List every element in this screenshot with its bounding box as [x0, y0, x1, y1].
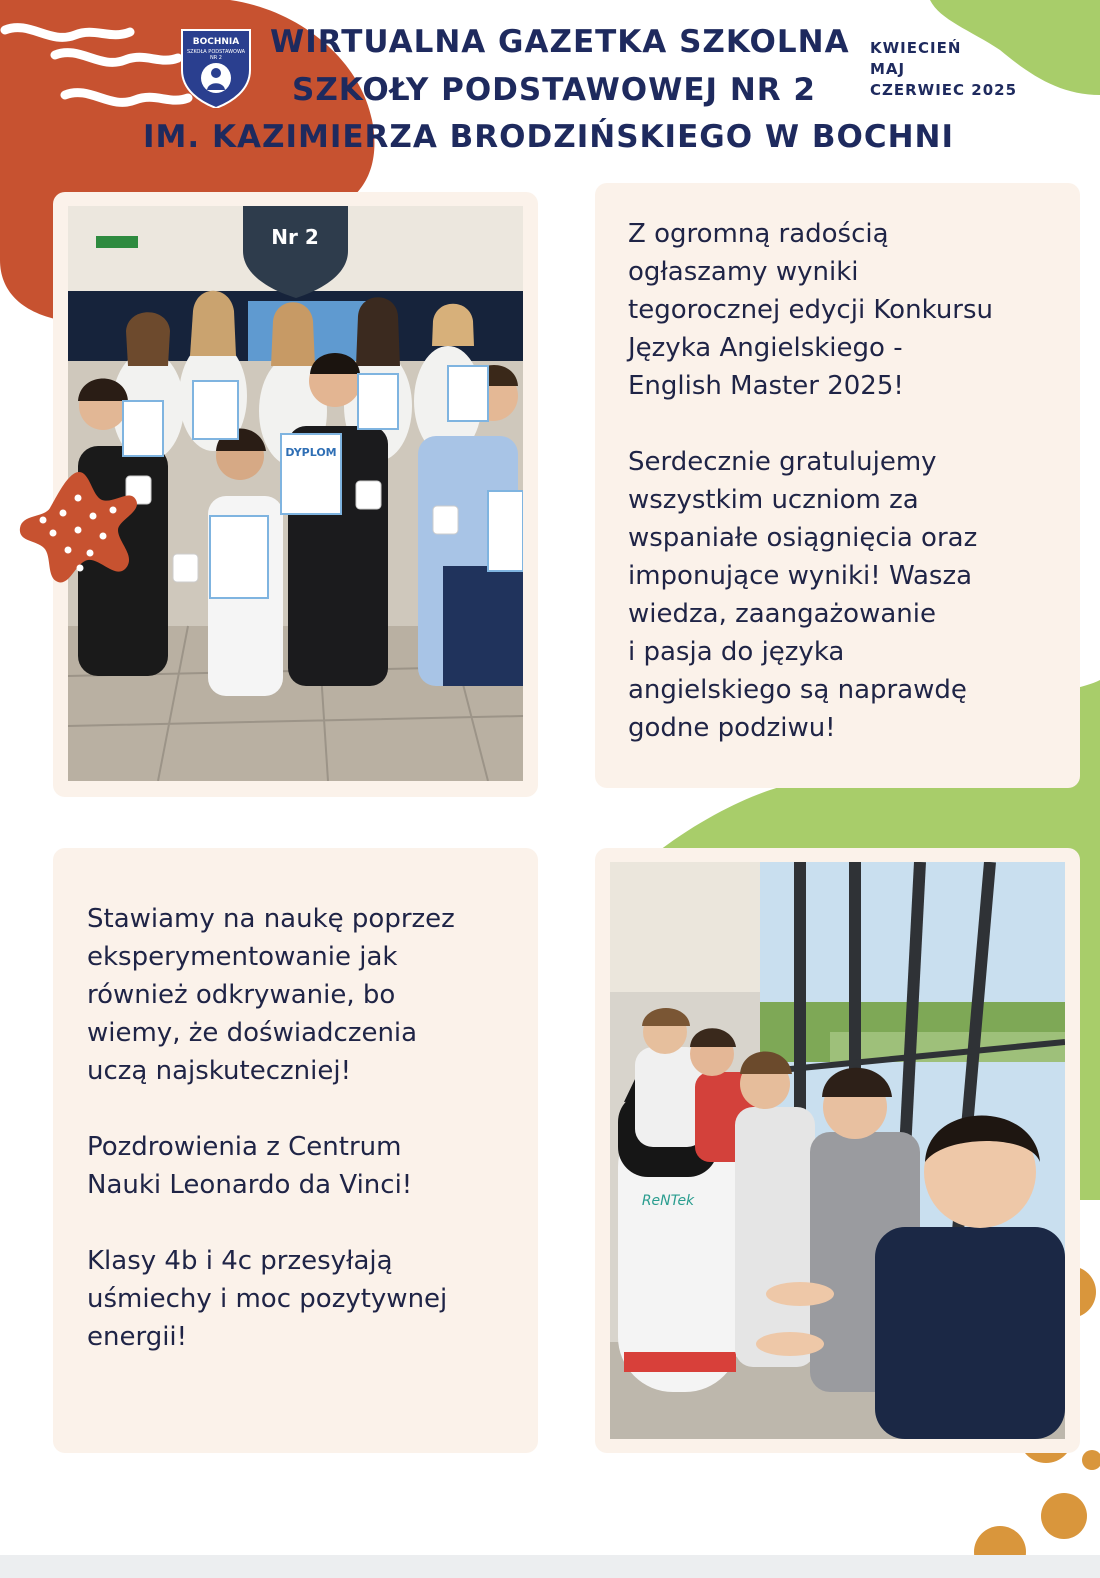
- month-june-year: CZERWIEC 2025: [870, 81, 1018, 99]
- diploma-label: DYPLOM: [285, 446, 337, 459]
- svg-text:SZKOŁA PODSTAWOWA: SZKOŁA PODSTAWOWA: [186, 49, 246, 55]
- month-may: MAJ: [870, 60, 906, 78]
- svg-text:BOCHNIA: BOCHNIA: [192, 37, 240, 47]
- title-line-3: IM. KAZIMIERZA BRODZIŃSKIEGO W BOCHNI: [143, 119, 955, 155]
- english-master-text: Z ogromną radością ogłaszamy wyniki tegorocznej edycji Konkursu Języka Angielskiego - English Master 2025! Serdecznie gratulujemy wszystkim uczniom za wspaniałe osiągnięcia oraz imponujące wyniki! Wasza wiedza, zaangażowanie i pasja do języka angielskiego są naprawdę godne podziwu!: [628, 219, 994, 743]
- school-sign-text: Nr 2: [271, 225, 319, 249]
- science-centre-text: Stawiamy na naukę poprzez eksperymentowanie jak również odkrywanie, bo wiemy, że doświadczenia uczą najskuteczniej! Pozdrowienia z Centrum Nauki Leonardo da Vinci! Klasy 4b i 4c przesyłają uśmiechy i moc pozytywnej energii!: [87, 904, 455, 1352]
- science-centre-photo: [610, 862, 1065, 1439]
- page-header: [0, 0, 1100, 170]
- title-line-1: WIRTUALNA GAZETKA SZKOLNA: [270, 24, 850, 60]
- robot-label: ReNTek: [641, 1193, 695, 1209]
- school-crest-icon: [178, 24, 254, 108]
- title-line-2: SZKOŁY PODSTAWOWEJ NR 2: [292, 72, 816, 108]
- month-april: KWIECIEŃ: [870, 39, 962, 57]
- issue-date: [870, 38, 1017, 101]
- bottom-strip: [0, 1555, 1100, 1578]
- flower-icon: [18, 468, 140, 586]
- svg-text:NR 2: NR 2: [210, 55, 222, 61]
